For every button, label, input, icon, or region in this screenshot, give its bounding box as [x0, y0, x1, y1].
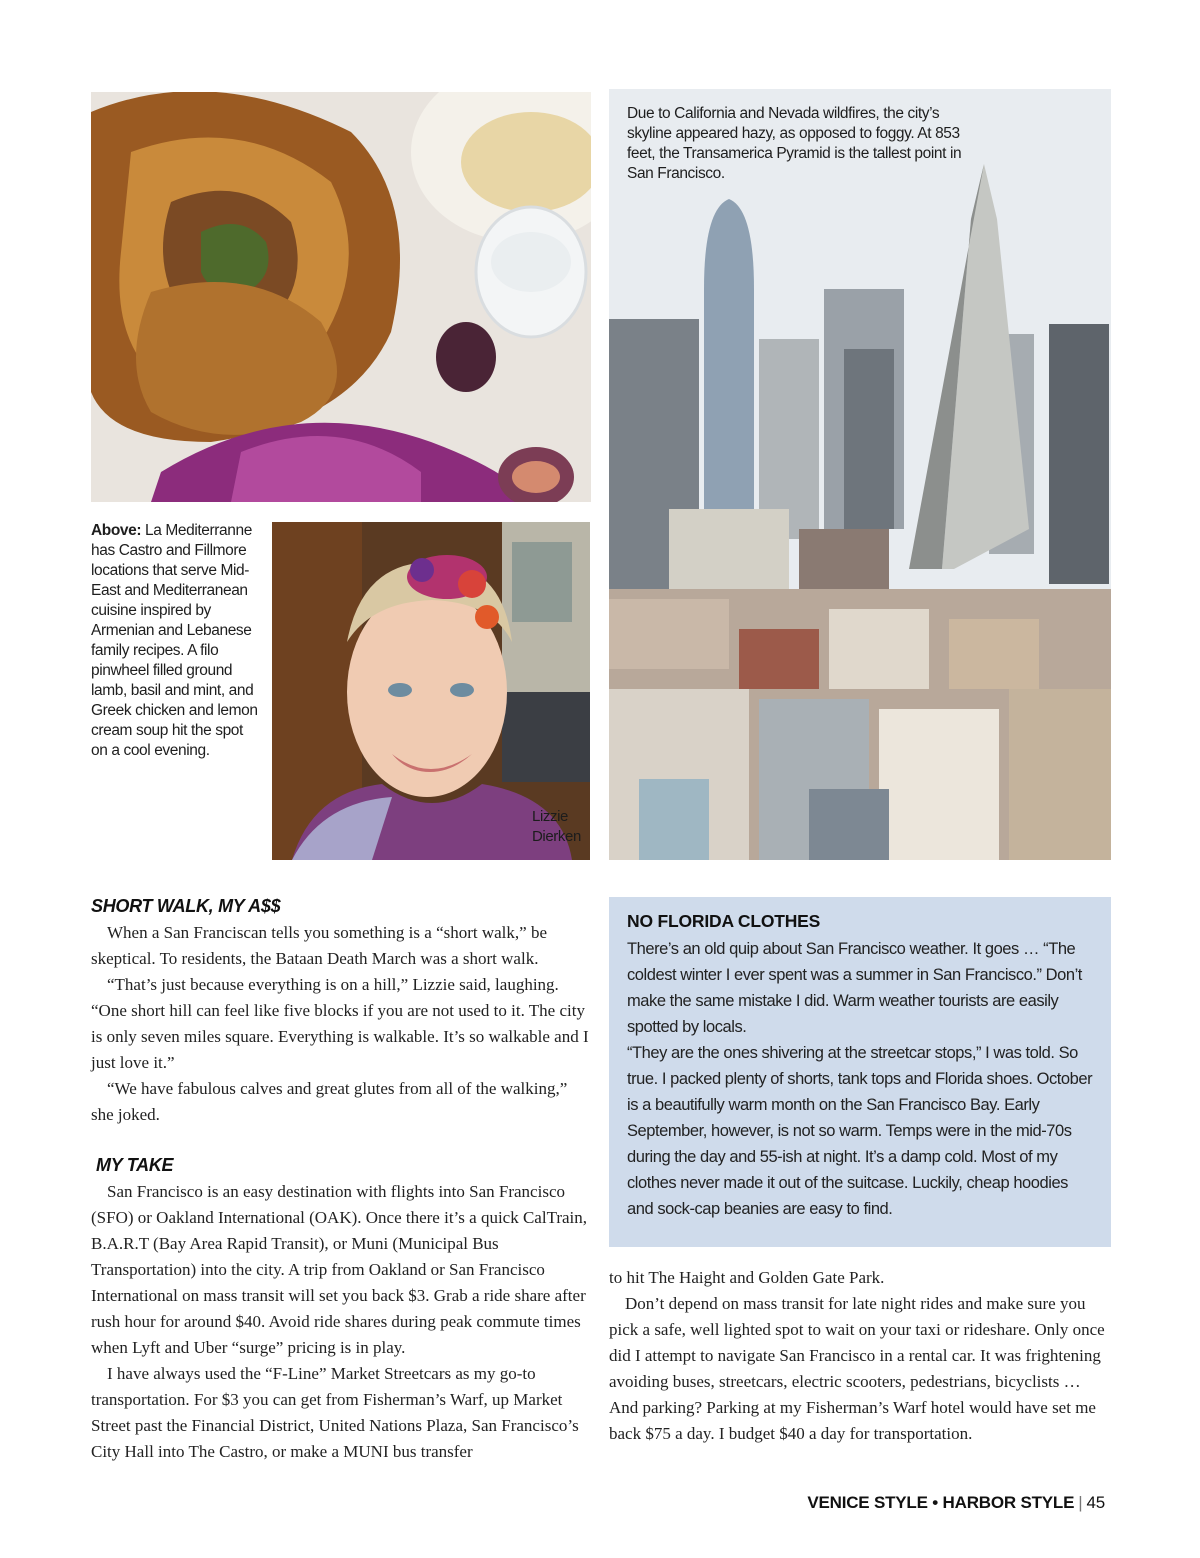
food-caption: [91, 521, 263, 761]
food-caption-text: La Mediterranne has Castro and Fillmore locations that serve Mid-East and Mediterranean cuisine inspired by Armenian and Lebanese family recipes. A filo pinwheel filled ground lamb, basil and mint, and Greek chicken and lemon cream soup hit the spot on a cool evening.: [91, 522, 258, 759]
paragraph: I have always used the “F-Line” Market Streetcars as my go-to transportation. For $3 you can get from Fisherman’s Warf, up Market Street past the Financial District, United Nations Plaza, San Francisco’s City Hall into The Castro, or make a MUNI bus transfer: [91, 1364, 579, 1461]
paragraph: San Francisco is an easy destination with flights into San Francisco (SFO) or Oakland International (OAK). Once there it’s a quick CalTrain, B.A.R.T (Bay Area Rapid Transit), or Muni (Municipal Bus Transportation) into the city. A trip from Oakland or San Francisco International on mass transit will set you back $3. Grab a ride share after rush hour for around $40. Avoid ride shares during peak commute times when Lyft and Uber “surge” pricing is in play.: [91, 1182, 588, 1357]
magazine-name: VENICE STYLE • HARBOR STYLE: [807, 1493, 1075, 1512]
skyline-caption: Due to California and Nevada wildfires, the city’s skyline appeared hazy, as opposed to foggy. At 853 feet, the Transamerica Pyramid is the tallest point in San Francisco.: [627, 105, 962, 182]
section-heading-my-take: MY TAKE: [96, 1155, 174, 1175]
sidebar-body: [627, 936, 1095, 1222]
sidebar-paragraph: There’s an old quip about San Francisco weather. It goes … “The coldest winter I ever spent was a summer in San Francisco.” Don’t make the same mistake I did. Warm weather tourists are easily spotted by locals.: [627, 940, 1082, 1036]
sidebar-title: NO FLORIDA CLOTHES: [627, 911, 821, 931]
photo-credit: Lizzie Dierken: [532, 808, 581, 845]
sidebar-box: [609, 897, 1111, 1247]
skyline-photo: [609, 89, 1111, 860]
paragraph: “We have fabulous calves and great glutes from all of the walking,” she joked.: [91, 1079, 568, 1124]
footer-separator: |: [1078, 1493, 1083, 1512]
paragraph: Don’t depend on mass transit for late night rides and make sure you pick a safe, well lighted spot to wait on your taxi or rideshare. Only once did I attempt to navigate San Francisco in a rental car. It was frightening avoiding buses, streetcars, electric scooters, pedestrians, bicyclists … And parking? Parking at my Fisherman’s Warf hotel would have set me back $75 a day. I budget $40 a day for transportation.: [609, 1294, 1105, 1443]
paragraph: When a San Franciscan tells you something is a “short walk,” be skeptical. To residents, the Bataan Death March was a short walk.: [91, 923, 547, 968]
food-photo: [91, 92, 591, 502]
my-take-continued: [609, 1265, 1109, 1447]
section-heading-short-walk: SHORT WALK, MY A$$: [91, 896, 281, 916]
my-take-body: [91, 1179, 591, 1465]
short-walk-body: [91, 920, 591, 1128]
page-number: 45: [1086, 1493, 1105, 1512]
food-caption-lead: Above:: [91, 522, 142, 539]
page-footer: [807, 1493, 1105, 1513]
sidebar-paragraph: “They are the ones shivering at the streetcar stops,” I was told. So true. I packed plenty of shorts, tank tops and Florida shoes. October is a beautifully warm month on the San Francisco Bay. Early September, however, is not so warm. Temps were in the mid-70s during the day and 55-ish at night. It’s a damp cold. Most of my clothes never made it out of the suitcase. Luckily, cheap hoodies and sock-cap beanies are easy to find.: [627, 1044, 1093, 1218]
paragraph: “That’s just because everything is on a hill,” Lizzie said, laughing. “One short hill can feel like five blocks if you are not used to it. The city is only seven miles square. Everything is walkable. It’s so walkable and I just love it.”: [91, 975, 589, 1072]
paragraph: to hit The Haight and Golden Gate Park.: [609, 1268, 885, 1287]
